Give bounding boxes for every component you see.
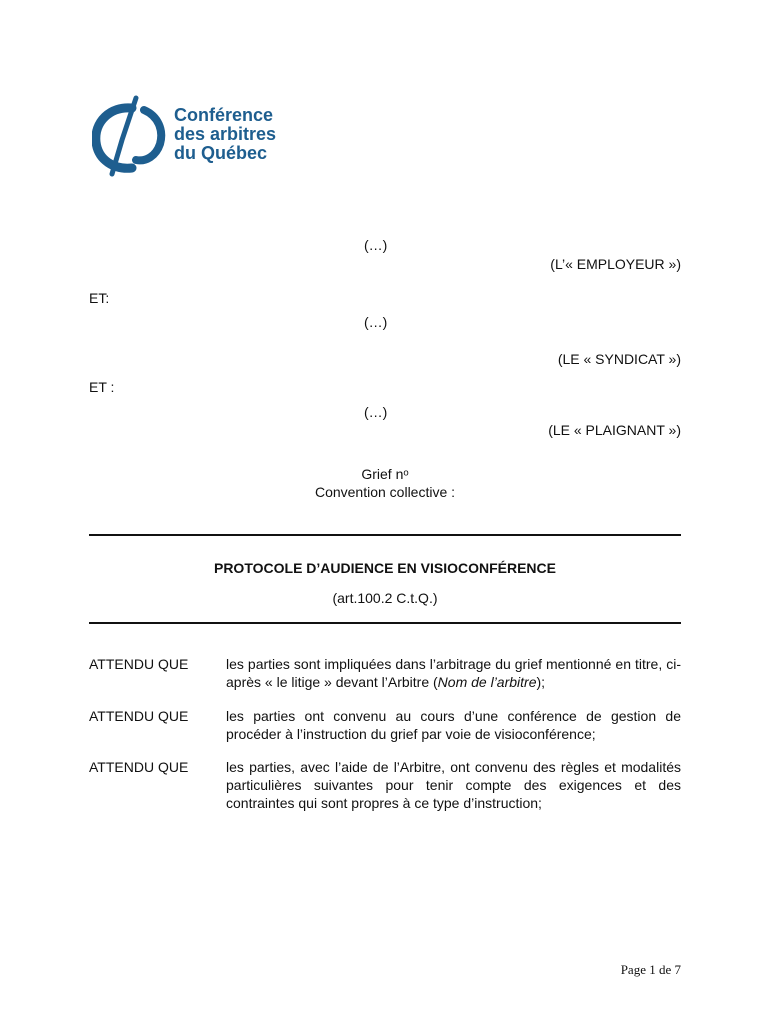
logo-line-3: du Québec [174, 143, 268, 163]
page-number: Page 1 de 7 [620, 962, 681, 977]
clause-1-text [226, 655, 681, 691]
logo-wordmark [174, 106, 276, 163]
bottom-divider [89, 622, 681, 624]
clause-1-text-end: ); [536, 674, 546, 690]
protocol-title: PROTOCOLE D’AUDIENCE EN VISIOCONFÉRENCE [213, 560, 556, 576]
party-3-name: (…) [364, 404, 388, 420]
party-2-role: (LE « SYNDICAT ») [557, 351, 681, 367]
clause-1-label: ATTENDU QUE [89, 656, 189, 672]
party-2-name: (…) [364, 314, 388, 330]
clause-2-label: ATTENDU QUE [89, 708, 189, 724]
collective-agreement: Convention collective : [314, 484, 456, 500]
logo-line-2: des arbitres [174, 124, 277, 144]
clause-1-text-main: les parties sont impliquées dans l’arbitrage du grief mentionné en titre, ci-après « le litige » devant l’Arbitre ( [226, 656, 681, 690]
clause-1-arbiter-name: Nom de l’arbitre [437, 674, 537, 690]
grief-number: Grief nᵒ [361, 466, 409, 482]
top-divider [89, 534, 681, 536]
clause-3-text: les parties, avec l’aide de l’Arbitre, ont convenu des règles et modalités particulières suivantes pour tenir compte des exigences et des contraintes qui sont propres à ce type d’instruction; [226, 759, 681, 811]
logo-mark-icon [92, 94, 172, 178]
clause-2-text: les parties ont convenu au cours d’une conférence de gestion de procéder à l’instruction du grief par voie de visioconférence; [226, 708, 681, 742]
separator-et-2: ET : [89, 379, 115, 395]
clause-3-label: ATTENDU QUE [89, 759, 189, 775]
conference-logo [92, 94, 292, 178]
separator-et-1: ET: [89, 290, 110, 306]
logo-line-1: Conférence [174, 105, 274, 125]
protocol-subtitle: (art.100.2 C.t.Q.) [332, 590, 438, 606]
party-1-name: (…) [364, 237, 388, 253]
party-1-role: (L’« EMPLOYEUR ») [550, 256, 681, 272]
party-3-role: (LE « PLAIGNANT ») [548, 422, 681, 438]
